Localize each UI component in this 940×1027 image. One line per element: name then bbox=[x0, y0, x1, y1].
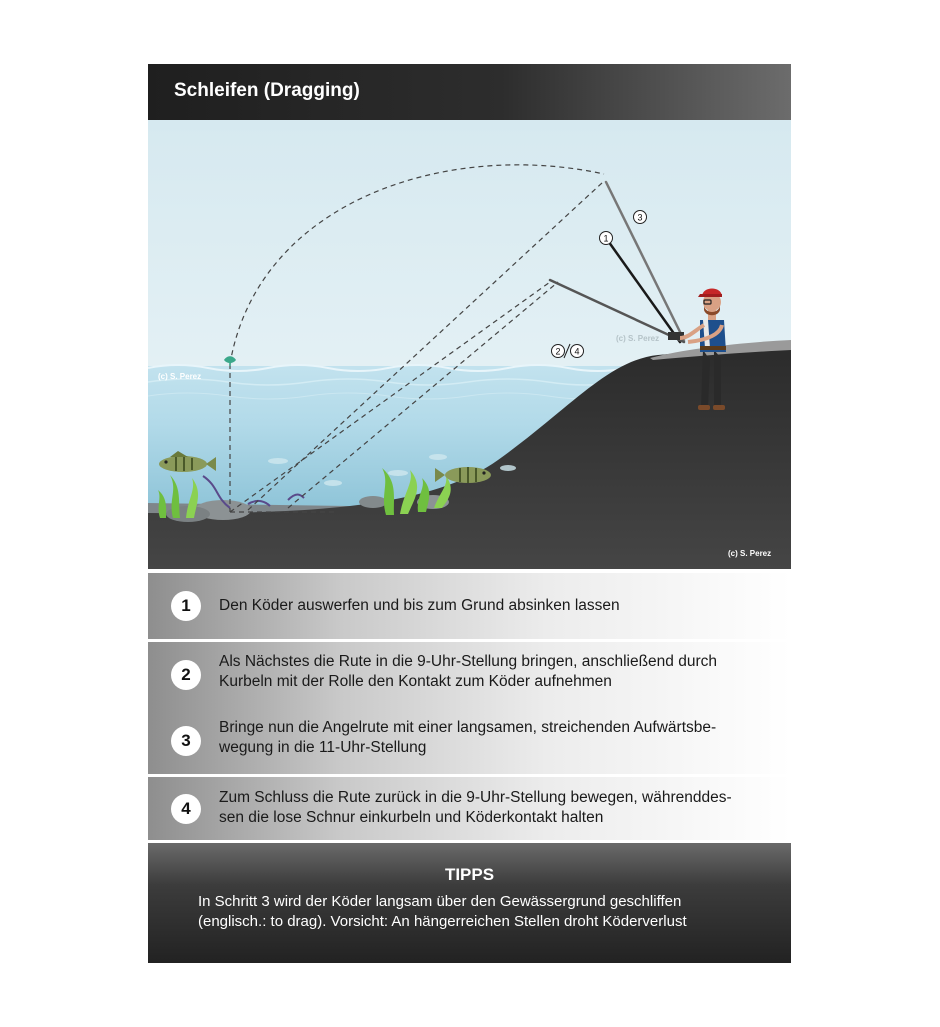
step-number: 1 bbox=[171, 591, 201, 621]
tips-panel bbox=[148, 843, 791, 963]
step-text bbox=[219, 596, 779, 616]
step-text bbox=[219, 788, 779, 828]
tips-line: In Schritt 3 wird der Köder langsam über den Gewässergrund geschliffen bbox=[198, 893, 682, 910]
step-text bbox=[219, 718, 779, 758]
step-line: Zum Schluss die Rute zurück in die 9-Uhr-Stellung bewegen, währenddes- bbox=[219, 789, 732, 806]
marker-2 bbox=[552, 345, 565, 358]
technique-card bbox=[148, 64, 791, 963]
svg-text:3: 3 bbox=[637, 212, 643, 223]
page-title: Schleifen (Dragging) bbox=[174, 80, 360, 101]
step-line: Kurbeln mit der Rolle den Kontakt zum Köder aufnehmen bbox=[219, 673, 612, 690]
credit-ground: (c) S. Perez bbox=[728, 549, 772, 558]
marker-4 bbox=[571, 345, 584, 358]
step-3 bbox=[148, 708, 791, 774]
step-number: 4 bbox=[171, 794, 201, 824]
step-1 bbox=[148, 573, 791, 639]
svg-text:1: 1 bbox=[603, 233, 609, 244]
svg-text:2: 2 bbox=[555, 346, 561, 357]
step-number: 2 bbox=[171, 660, 201, 690]
step-line: Bringe nun die Angelrute mit einer langsamen, streichenden Aufwärtsbe- bbox=[219, 719, 717, 736]
header-bar bbox=[148, 64, 791, 120]
credit-water: (c) S. Perez bbox=[158, 372, 202, 381]
tips-title: TIPPS bbox=[444, 865, 495, 884]
rock bbox=[359, 496, 387, 508]
step-4 bbox=[148, 777, 791, 840]
tips-text bbox=[198, 892, 743, 932]
tips-line: (englisch.: to drag). Vorsicht: An hängerreichen Stellen droht Köderverlust bbox=[198, 913, 687, 930]
svg-text:4: 4 bbox=[574, 346, 580, 357]
step-line: sen die lose Schnur einkurbeln und Köderkontakt halten bbox=[219, 809, 604, 826]
fishing-diagram bbox=[148, 120, 791, 569]
step-number: 3 bbox=[171, 726, 201, 756]
step-text bbox=[219, 652, 779, 692]
credit-sky: (c) S. Perez bbox=[616, 334, 660, 343]
marker-3 bbox=[634, 211, 647, 224]
step-line: Als Nächstes die Rute in die 9-Uhr-Stellung bringen, anschließend durch bbox=[219, 653, 717, 670]
marker-1 bbox=[600, 232, 613, 245]
step-line: Den Köder auswerfen und bis zum Grund absinken lassen bbox=[219, 597, 620, 614]
step-2 bbox=[148, 642, 791, 708]
step-line: wegung in die 11-Uhr-Stellung bbox=[219, 739, 427, 756]
